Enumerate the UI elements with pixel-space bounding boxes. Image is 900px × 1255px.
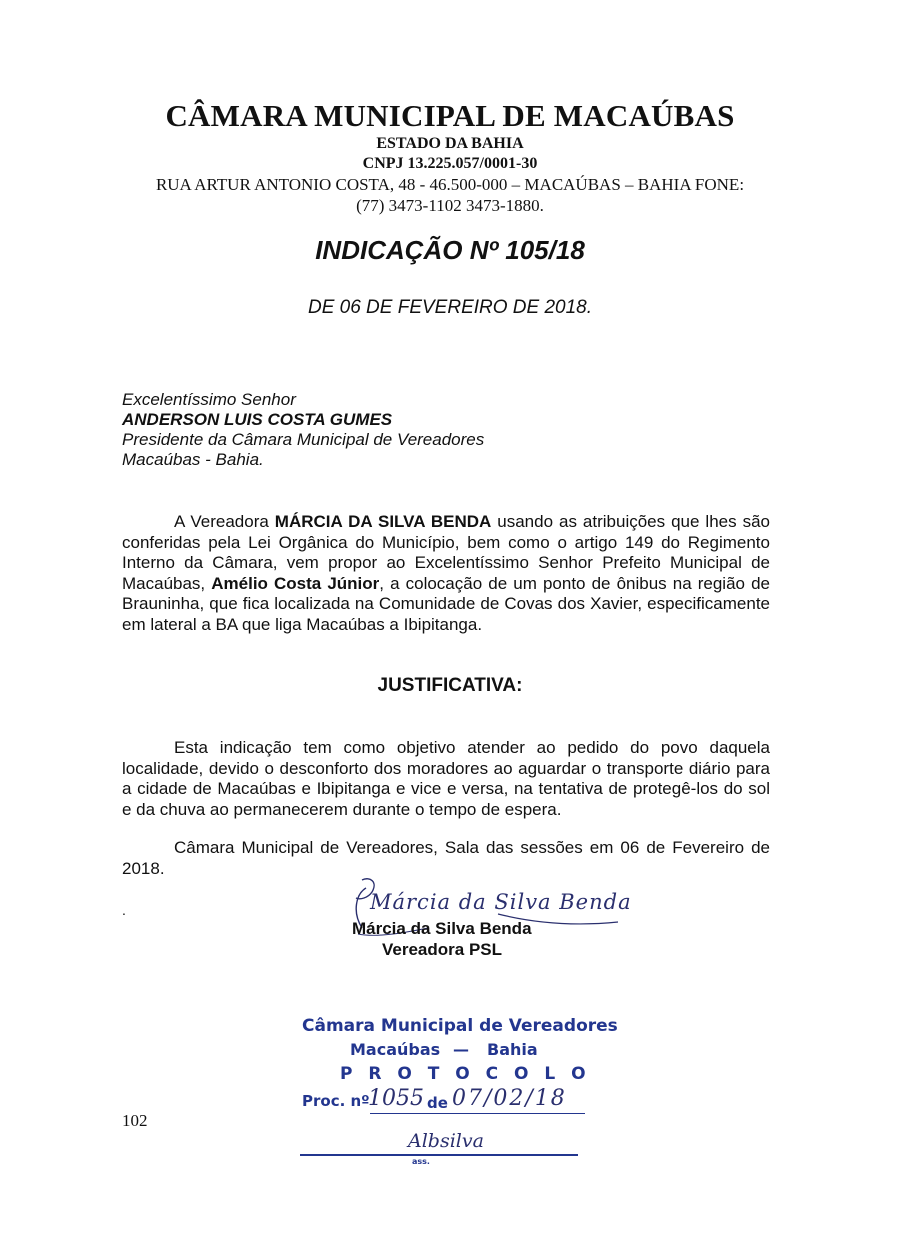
stamp-signature-line	[300, 1154, 578, 1156]
signatory-name: Márcia da Silva Benda	[352, 919, 532, 938]
stamp-line1: Câmara Municipal de Vereadores	[302, 1016, 618, 1036]
mayor-name: Amélio Costa Júnior	[211, 573, 380, 593]
org-address-line2: (77) 3473-1102 3473-1880.	[356, 196, 544, 215]
org-cnpj: CNPJ 13.225.057/0001-30	[362, 155, 538, 172]
document-title: INDICAÇÃO Nº 105/18	[315, 235, 585, 265]
org-name: CÂMARA MUNICIPAL DE MACAÚBAS	[165, 98, 735, 133]
body-text-a: A Vereadora	[174, 512, 275, 531]
stamp-city: Macaúbas	[350, 1040, 441, 1059]
stamp-proc-number: 1055	[368, 1086, 424, 1111]
signatory-role: Vereadora PSL	[382, 940, 503, 959]
addressee-salutation: Excelentíssimo Senhor	[122, 390, 296, 409]
document-date: DE 06 DE FEVEREIRO DE 2018.	[307, 297, 593, 318]
justification-title: JUSTIFICATIVA:	[377, 675, 523, 696]
stamp-protocol: P R O T O C O L O	[340, 1064, 591, 1084]
stamp-dash: —	[453, 1040, 469, 1059]
body-text-c: , a colocação de um ponto de ônibus na região de Brauninha, que fica localizada na Comunidade de Covas dos Xavier, especificamente em lateral a BA que liga Macaúbas a Ibipitanga.	[122, 573, 770, 634]
body-paragraph	[122, 512, 770, 635]
stray-dot: .	[122, 902, 126, 918]
stamp-date-value: 07/02/18	[452, 1086, 567, 1111]
stamp-proc-underline	[370, 1113, 585, 1114]
body-text-b: usando as atribuições que lhes são conferidas pela Lei Orgânica do Município, bem como o artigo 149 do Regimento Interno da Câmara, vem propor ao Excelentíssimo Senhor Prefeito Municipal de Macaúbas,	[122, 512, 770, 593]
stamp-date-label: de	[427, 1094, 448, 1112]
stamp-handwritten-signature: Albsilva	[408, 1130, 484, 1152]
addressee-name: ANDERSON LUIS COSTA GUMES	[122, 410, 393, 429]
stamp-small-caption: ass.	[412, 1157, 430, 1166]
addressee-role: Presidente da Câmara Municipal de Vereadores	[122, 430, 485, 449]
org-state: ESTADO DA BAHIA	[376, 135, 524, 152]
closing-text: Câmara Municipal de Vereadores, Sala das sessões em 06 de Fevereiro de 2018.	[122, 838, 770, 878]
addressee-location: Macaúbas - Bahia.	[122, 450, 264, 469]
justification-text: Esta indicação tem como objetivo atender ao pedido do povo daquela localidade, devido o desconforto dos moradores ao aguardar o transporte diário para a cidade de Macaúbas e Ibipitanga e vice e versa, na tentativa de protegê-los do sol e da chuva ao permanecerem durante o tempo de espera.	[122, 738, 770, 819]
stamp-proc-label: Proc. nº	[302, 1092, 370, 1110]
handwritten-signature-text: Márcia da Silva Benda	[370, 890, 632, 914]
page-number: 102	[122, 1111, 148, 1130]
org-address-line1: RUA ARTUR ANTONIO COSTA, 48 - 46.500-000 – MACAÚBAS – BAHIA FONE:	[155, 175, 745, 194]
stamp-state: Bahia	[487, 1040, 538, 1059]
councilor-name: MÁRCIA DA SILVA BENDA	[274, 512, 492, 531]
